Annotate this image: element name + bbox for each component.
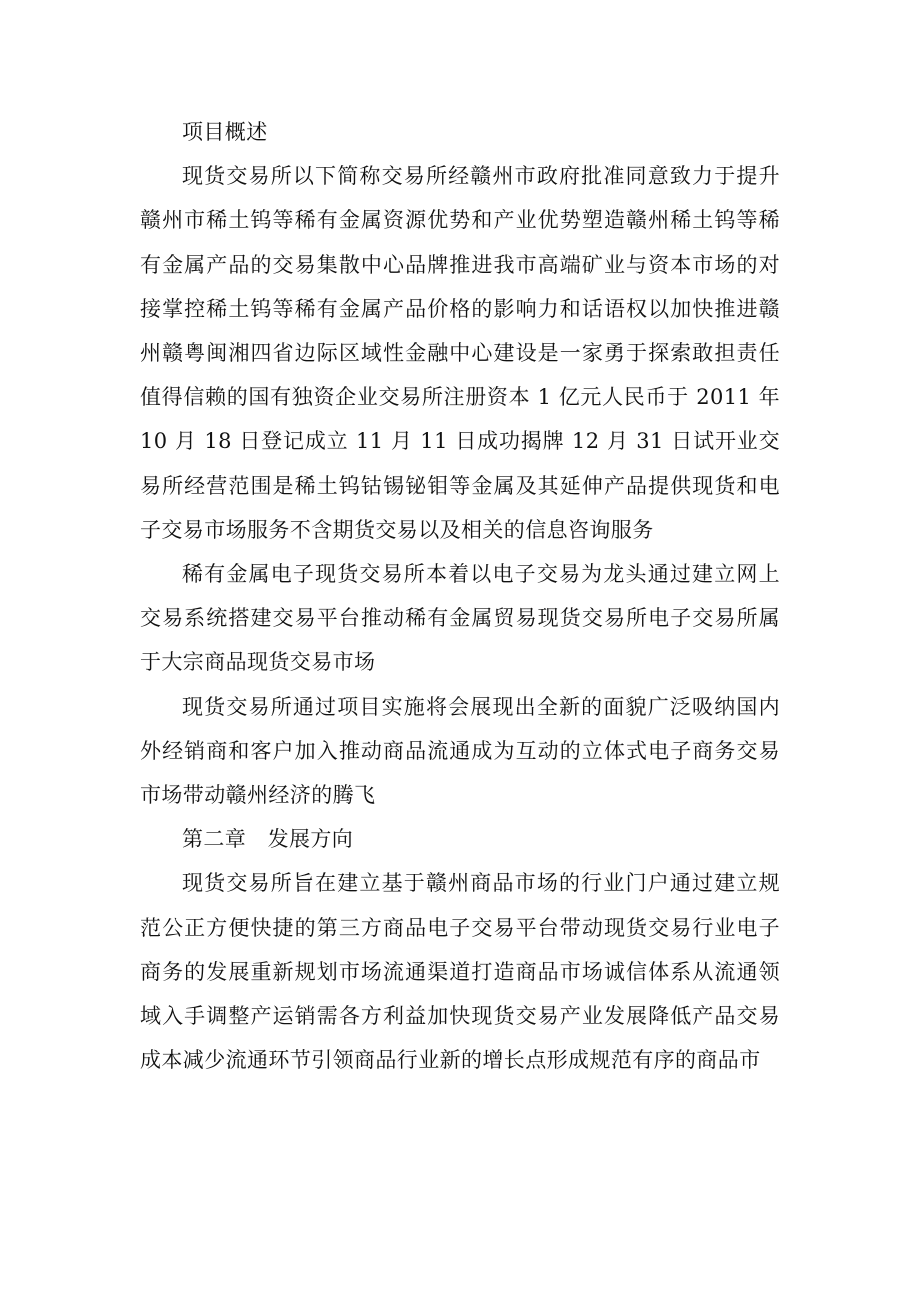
paragraph-direction: 现货交易所旨在建立基于赣州商品市场的行业门户通过建立规范公正方便快捷的第三方商品电子交易平台带动现货交易行业电子商务的发展重新规划市场流通渠道打造商品市场诚信体系从流通领域入手调整产运销需各方利益加快现货交易产业发展降低产品交易成本减少流通环节引领商品行业新的增长点形成规范有序的商品市 — [140, 871, 780, 1073]
chapter-heading-direction: 第二章 发展方向 — [182, 827, 354, 852]
document-body — [140, 110, 780, 1082]
section-heading-overview: 项目概述 — [182, 120, 268, 144]
paragraph-project-impact: 现货交易所通过项目实施将会展现出全新的面貌广泛吸纳国内外经销商和客户加入推动商品流通成为互动的立体式电子商务交易市场带动赣州经济的腾飞 — [140, 694, 780, 808]
paragraph-intro: 现货交易所以下简称交易所经赣州市政府批准同意致力于提升赣州市稀土钨等稀有金属资源优势和产业优势塑造赣州稀土钨等稀有金属产品的交易集散中心品牌推进我市高端矿业与资本市场的对接掌控稀土钨等稀有金属产品价格的影响力和话语权以加快推进赣州赣粤闽湘四省边际区域性金融中心建设是一家勇于探索敢担责任值得信赖的国有独资企业交易所注册资本 1 亿元人民币于 2011 年 10 月 18 日登记成立 11 月 11 日成功揭牌 12 月 31 日试开业交易所经营范围是稀土钨钴锡铋钼等金属及其延伸产品提供现货和电子交易市场服务不含期货交易以及相关的信息咨询服务 — [140, 164, 780, 542]
paragraph-electronic-trading: 稀有金属电子现货交易所本着以电子交易为龙头通过建立网上交易系统搭建交易平台推动稀有金属贸易现货交易所电子交易所属于大宗商品现货交易市场 — [140, 562, 780, 675]
